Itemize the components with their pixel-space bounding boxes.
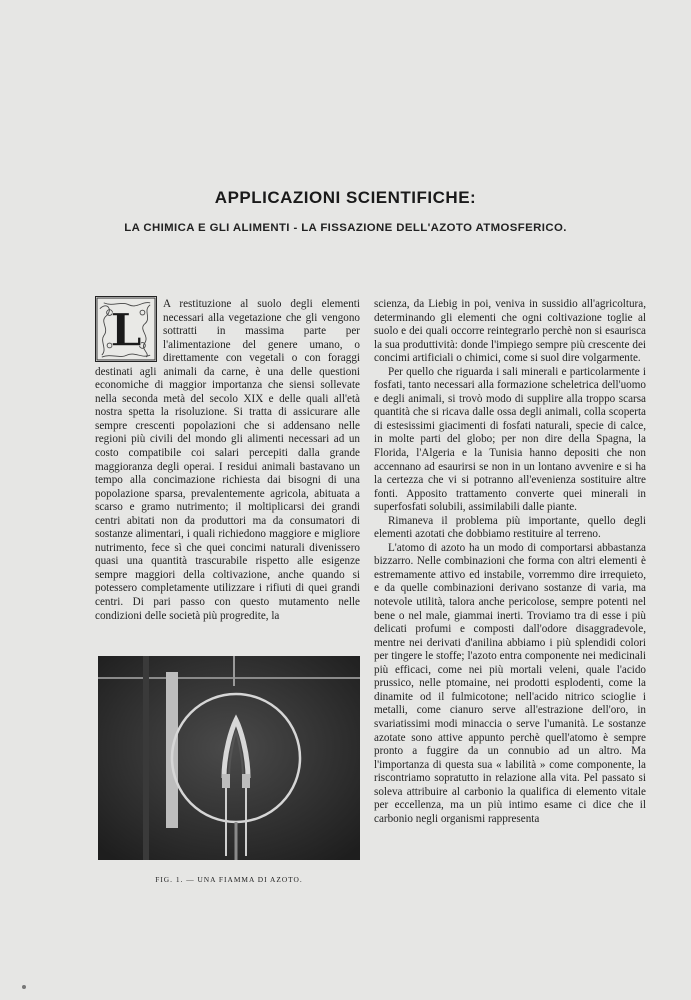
page-mark xyxy=(22,985,26,989)
right-paragraph-4: L'atomo di azoto ha un modo di comportarsi abbastanza bizzarro. Nelle combinazioni che forma con altri elementi è estremamente attivo ed instabile, vorremmo dire irrequieto, e da quelle combinazioni derivano sostanze di varia, ma notevole utilità, talora anche pericolose, sempre potenti nel bene o nel male, giammai inerti. Troviamo tra di esse i più delicati profumi e composti dall'odore disaggradevole, mentre nei derivati d'anilina abbiamo i più splendidi colori per tingere le stoffe; l'azoto entra componente nei medicinali più efficaci, come nei più mortali veleni, quale l'acido prussico, nelle ptomaine, nei prodotti esplodenti, come la dinamite od il fulmicotone; nell'acido nitrico scioglie i metalli, come cianuro serve all'estrazione dell'oro, in svariatissimi modi minaccia o serve l'umanità. Le sostanze azotate sono attive appunto perchè quell'atomo è sempre pronto a fuggire da un connubio ad un altro. Ma l'importanza di questa sua « labilità » come componente, la riscontriamo sopratutto in relazione alla vita. Pel passato si soleva attribuire al carbonio la qualifica di elemento vitale per eccellenza, ma un più intimo esame ci dice che il carbonio negli organismi rappresenta xyxy=(374,541,646,825)
right-paragraph-1: scienza, da Liebig in poi, veniva in sussidio all'agricoltura, determinando gli elementi che ogni coltivazione toglie al suolo e dei quali occorre reintegrarlo perchè non si esaurisca la sua produttività: donde l'impiego sempre più crescente dei concimi artificiali o chimici, come si suol dire volgarmente. xyxy=(374,298,646,365)
initial-ornament-icon xyxy=(96,297,156,361)
decorated-initial xyxy=(95,296,157,362)
nitrogen-flame-photo xyxy=(98,656,360,860)
figure-caption: FIG. 1. — UNA FIAMMA DI AZOTO. xyxy=(155,875,303,884)
figure-nitrogen-flame xyxy=(98,656,360,860)
left-paragraph-1: A restituzione al suolo degli elementi necessari alla vegetazione che gli vengono sottratti in massima parte per l'alimentazione del genere umano, o direttamente con vegetali o con foraggi destinati agli animali da carne, è una delle questioni economiche di maggior importanza che siensi sollevate nella seconda metà del secolo XIX e delle quali all'età nostra spetta la risoluzione. Si tratta di assicurare alle sempre crescenti popolazioni che si addensano nelle regioni più civili del mondo gli alimenti necessari ad un costo compatibile coi salari percepiti dalla grande maggioranza degli operai. I residui animali bastavano un tempo alla concimazione richiesta dai bisogni di una popolazione sparsa, prevalentemente agricola, abituata a scarso e gramo nutrimento; il moltiplicarsi dei grandi centri abitati non da produttori ma da consumatori di sostanze alimentari, i quali richiedono maggiore e migliore nutrimento, fece sì che quei concimi naturali divenissero quasi una quantità trascurabile rispetto alle esigenze sempre maggiori della coltivazione, anche quando si potessero completamente utilizzare i rifiuti di quei grandi centri. Di pari passo con questo mutamento nelle condizioni delle società più progredite, la xyxy=(95,298,360,622)
article-subtitle: LA CHIMICA E GLI ALIMENTI - LA FISSAZIONE DELL'AZOTO ATMOSFERICO. xyxy=(124,222,567,234)
right-column xyxy=(374,298,646,826)
initial-letter: L xyxy=(110,304,142,357)
left-column xyxy=(95,298,360,623)
right-paragraph-3: Rimaneva il problema più importante, quello degli elementi azotati che dobbiamo restituire al terreno. xyxy=(374,514,646,541)
right-paragraph-2: Per quello che riguarda i sali minerali e particolarmente i fosfati, tanto necessari alla formazione scheletrica dell'uomo e degli animali, si trovò modo di supplire alla troppo scarsa quantità che si ricava dalle ossa degli animali, colla scoperta di estesissimi giacimenti di fosfati naturali, specie di calce, in molte parti del globo; per non dire della Spagna, la Florida, l'Algeria e la Tunisia hanno depositi che non accennano ad esaurirsi se non in un lontano avvenire e si ha la certezza che vi si potranno all'evenienza sostituire altre fonti. Apposito trattamento converte quei minerali in superfosfati solubili, assimilabili dalle piante. xyxy=(374,365,646,514)
article-title: APPLICAZIONI SCIENTIFICHE: xyxy=(214,188,477,207)
